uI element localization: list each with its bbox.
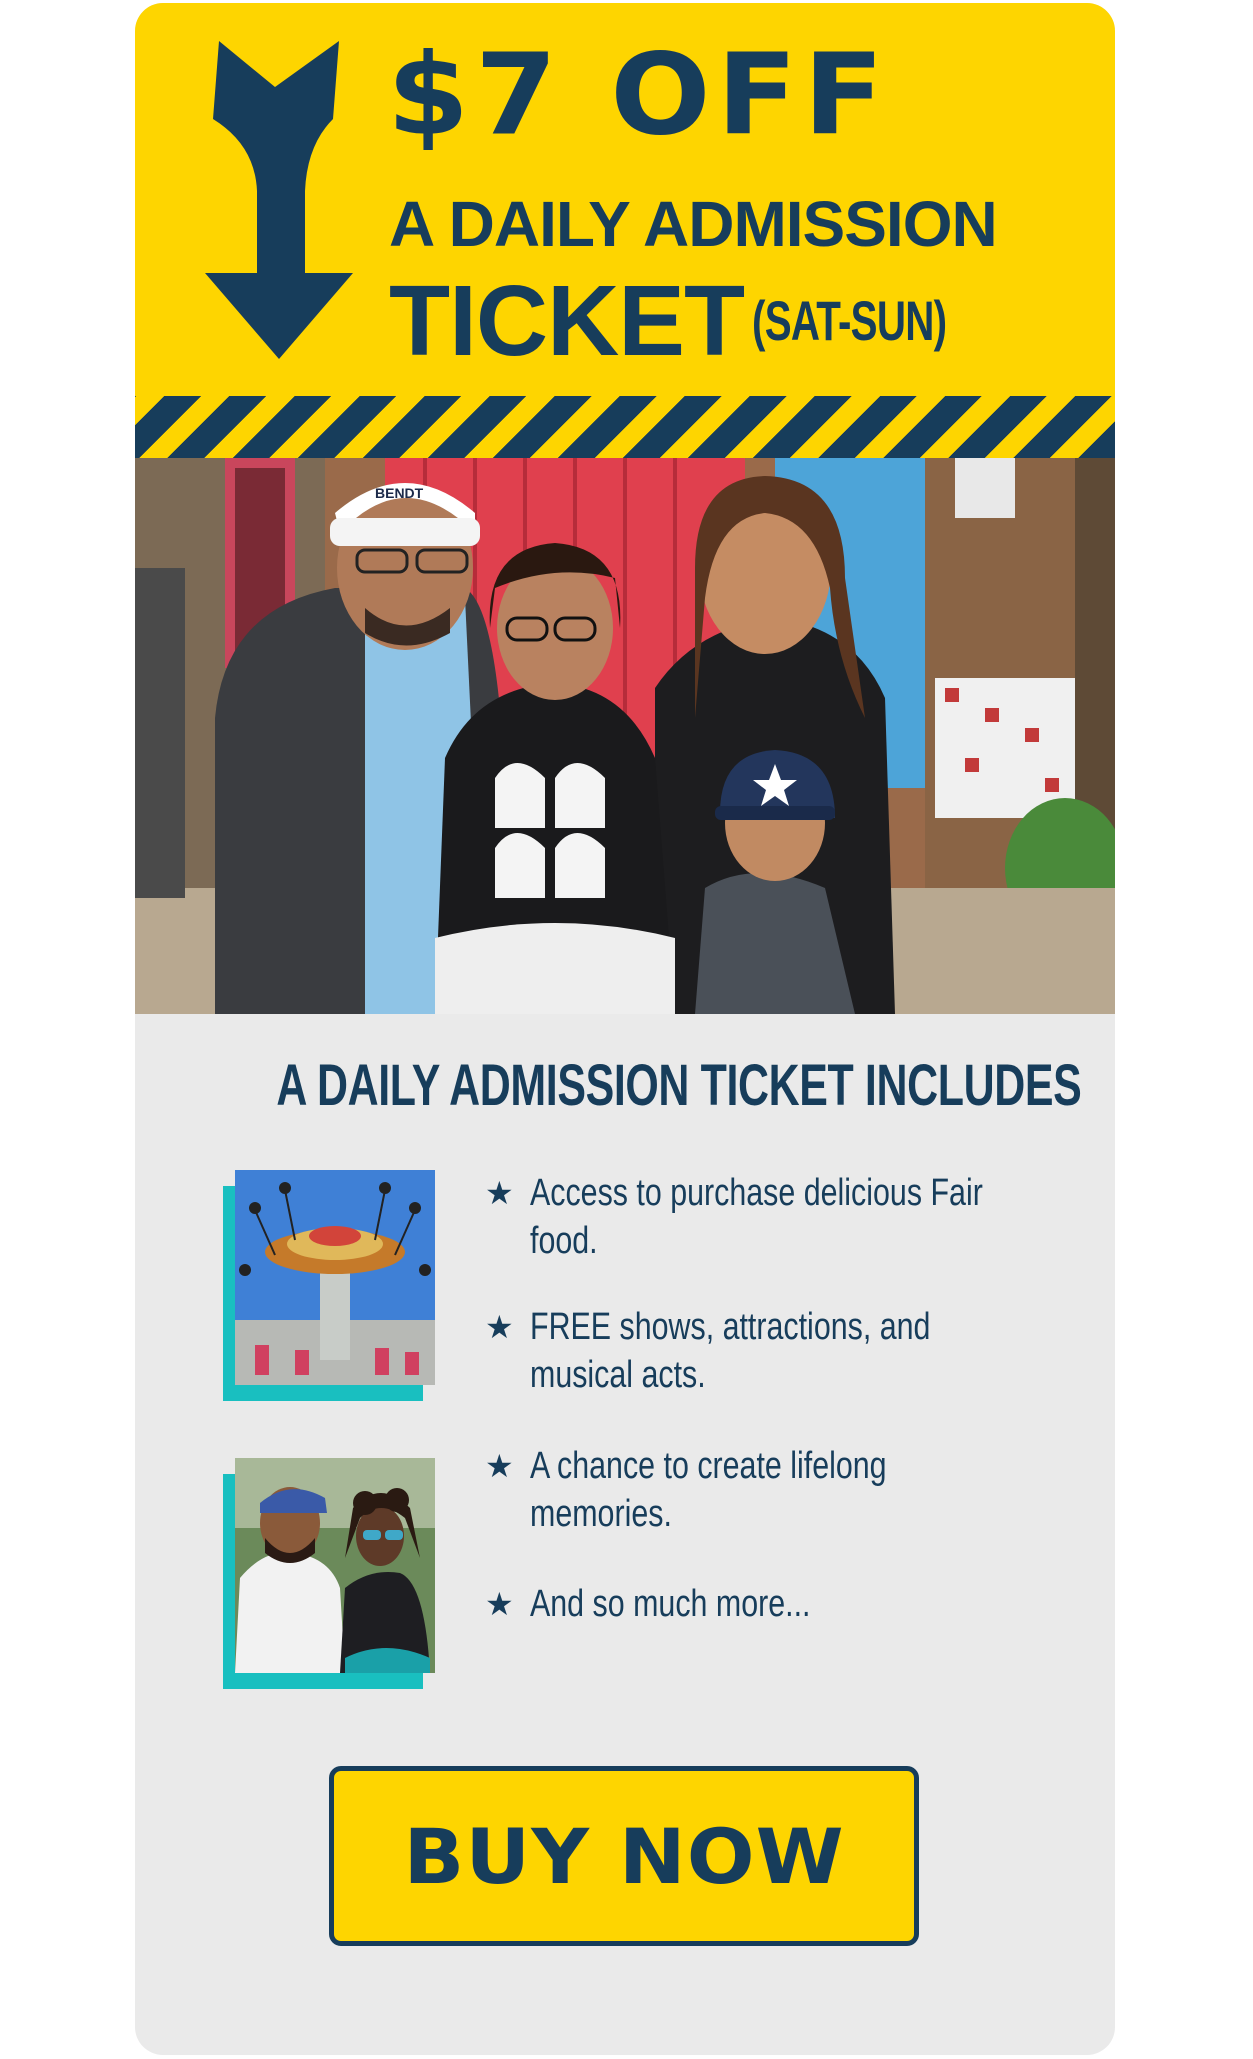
feature-text: FREE shows, attractions, and musical acts.: [530, 1306, 931, 1396]
arrow-down-icon: [205, 41, 355, 359]
ticket-word: TICKET: [389, 265, 745, 377]
swing-ride-photo: [235, 1170, 435, 1385]
swing-ride-image: [235, 1170, 435, 1385]
ticket-days: (SAT-SUN): [752, 289, 947, 352]
buy-now-button[interactable]: [329, 1766, 919, 1946]
couple-image: [235, 1458, 435, 1673]
couple-photo: [235, 1458, 435, 1673]
promo-header: [135, 3, 1115, 398]
hazard-stripe: [135, 396, 1115, 458]
headline-line-3: [389, 265, 1022, 377]
star-icon: ★: [485, 1447, 514, 1485]
star-icon: ★: [485, 1585, 514, 1623]
star-icon: ★: [485, 1174, 514, 1212]
family-photo: [135, 458, 1115, 1014]
headline-line-2: A DAILY ADMISSION: [389, 188, 997, 260]
feature-text: And so much more...: [530, 1583, 811, 1625]
feature-text: Access to purchase delicious Fair food.: [530, 1172, 983, 1262]
promo-card: [135, 3, 1115, 2055]
includes-title-text: A DAILY ADMISSION TICKET INCLUDES: [276, 1053, 1082, 1118]
discount-text: $7 OFF: [387, 29, 890, 161]
star-icon: ★: [485, 1308, 514, 1346]
buy-now-label: BUY NOW: [403, 1811, 845, 1901]
includes-title: [135, 1051, 1115, 1121]
feature-text: A chance to create lifelong memories.: [530, 1445, 887, 1535]
cap-logo-text: BENDT: [375, 485, 424, 501]
